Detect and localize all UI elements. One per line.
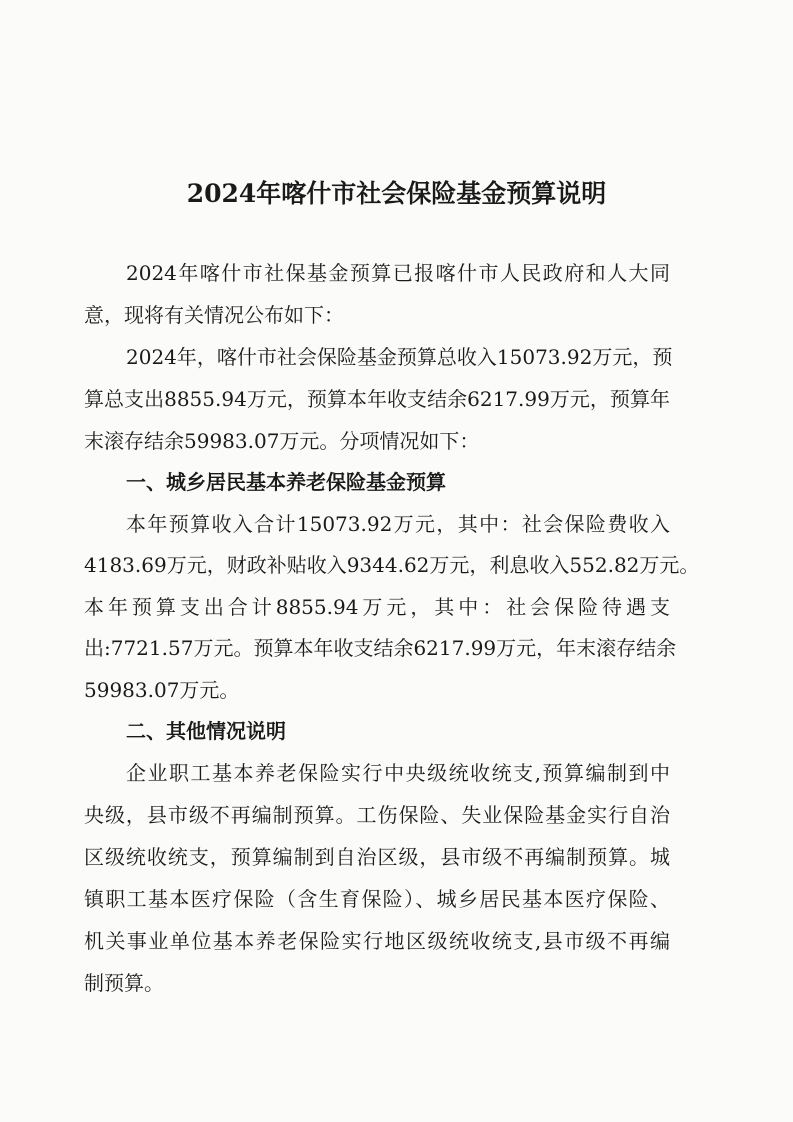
section1-line-2: 4183.69万元，财政补贴收入9344.62万元，利息收入552.82万元。: [84, 553, 700, 577]
section2-heading: 二、其他情况说明: [126, 719, 286, 743]
section2-line-3: 区级统收统支，预算编制到自治区级，县市级不再编制预算。城: [84, 845, 670, 869]
section1-line-4: 出:7721.57万元。预算本年收支结余6217.99万元，年末滚存结余: [84, 636, 677, 660]
section2-line-5: 机关事业单位基本养老保险实行地区级统收统支,县市级不再编: [84, 929, 670, 953]
section1-line-1: 本年预算收入合计15073.92万元，其中：社会保险费收入: [126, 512, 670, 536]
section2-line-2: 央级，县市级不再编制预算。工伤保险、失业保险基金实行自治: [84, 803, 670, 827]
document-title: 2024年喀什市社会保险基金预算说明: [186, 179, 607, 208]
summary-line-1: 2024年，喀什市社会保险基金预算总收入15073.92万元，预: [126, 345, 673, 369]
summary-line-2: 算总支出8855.94万元，预算本年收支结余6217.99万元，预算年: [84, 387, 670, 411]
section1-line-3: 本年预算支出合计8855.94万元，其中：社会保险待遇支: [84, 595, 670, 619]
section1-heading: 一、城乡居民基本养老保险基金预算: [126, 470, 446, 494]
intro-line-2: 意，现将有关情况公布如下：: [84, 303, 344, 327]
section2-line-1: 企业职工基本养老保险实行中央级统收统支,预算编制到中: [126, 761, 670, 785]
intro-line-1: 2024年喀什市社保基金预算已报喀什市人民政府和人大同: [126, 261, 670, 285]
summary-line-3: 末滚存结余59983.07万元。分项情况如下：: [84, 429, 480, 453]
section2-line-4: 镇职工基本医疗保险（含生育保险）、城乡居民基本医疗保险、: [84, 887, 670, 911]
section2-line-6: 制预算。: [84, 971, 164, 995]
section1-line-5: 59983.07万元。: [84, 678, 240, 702]
